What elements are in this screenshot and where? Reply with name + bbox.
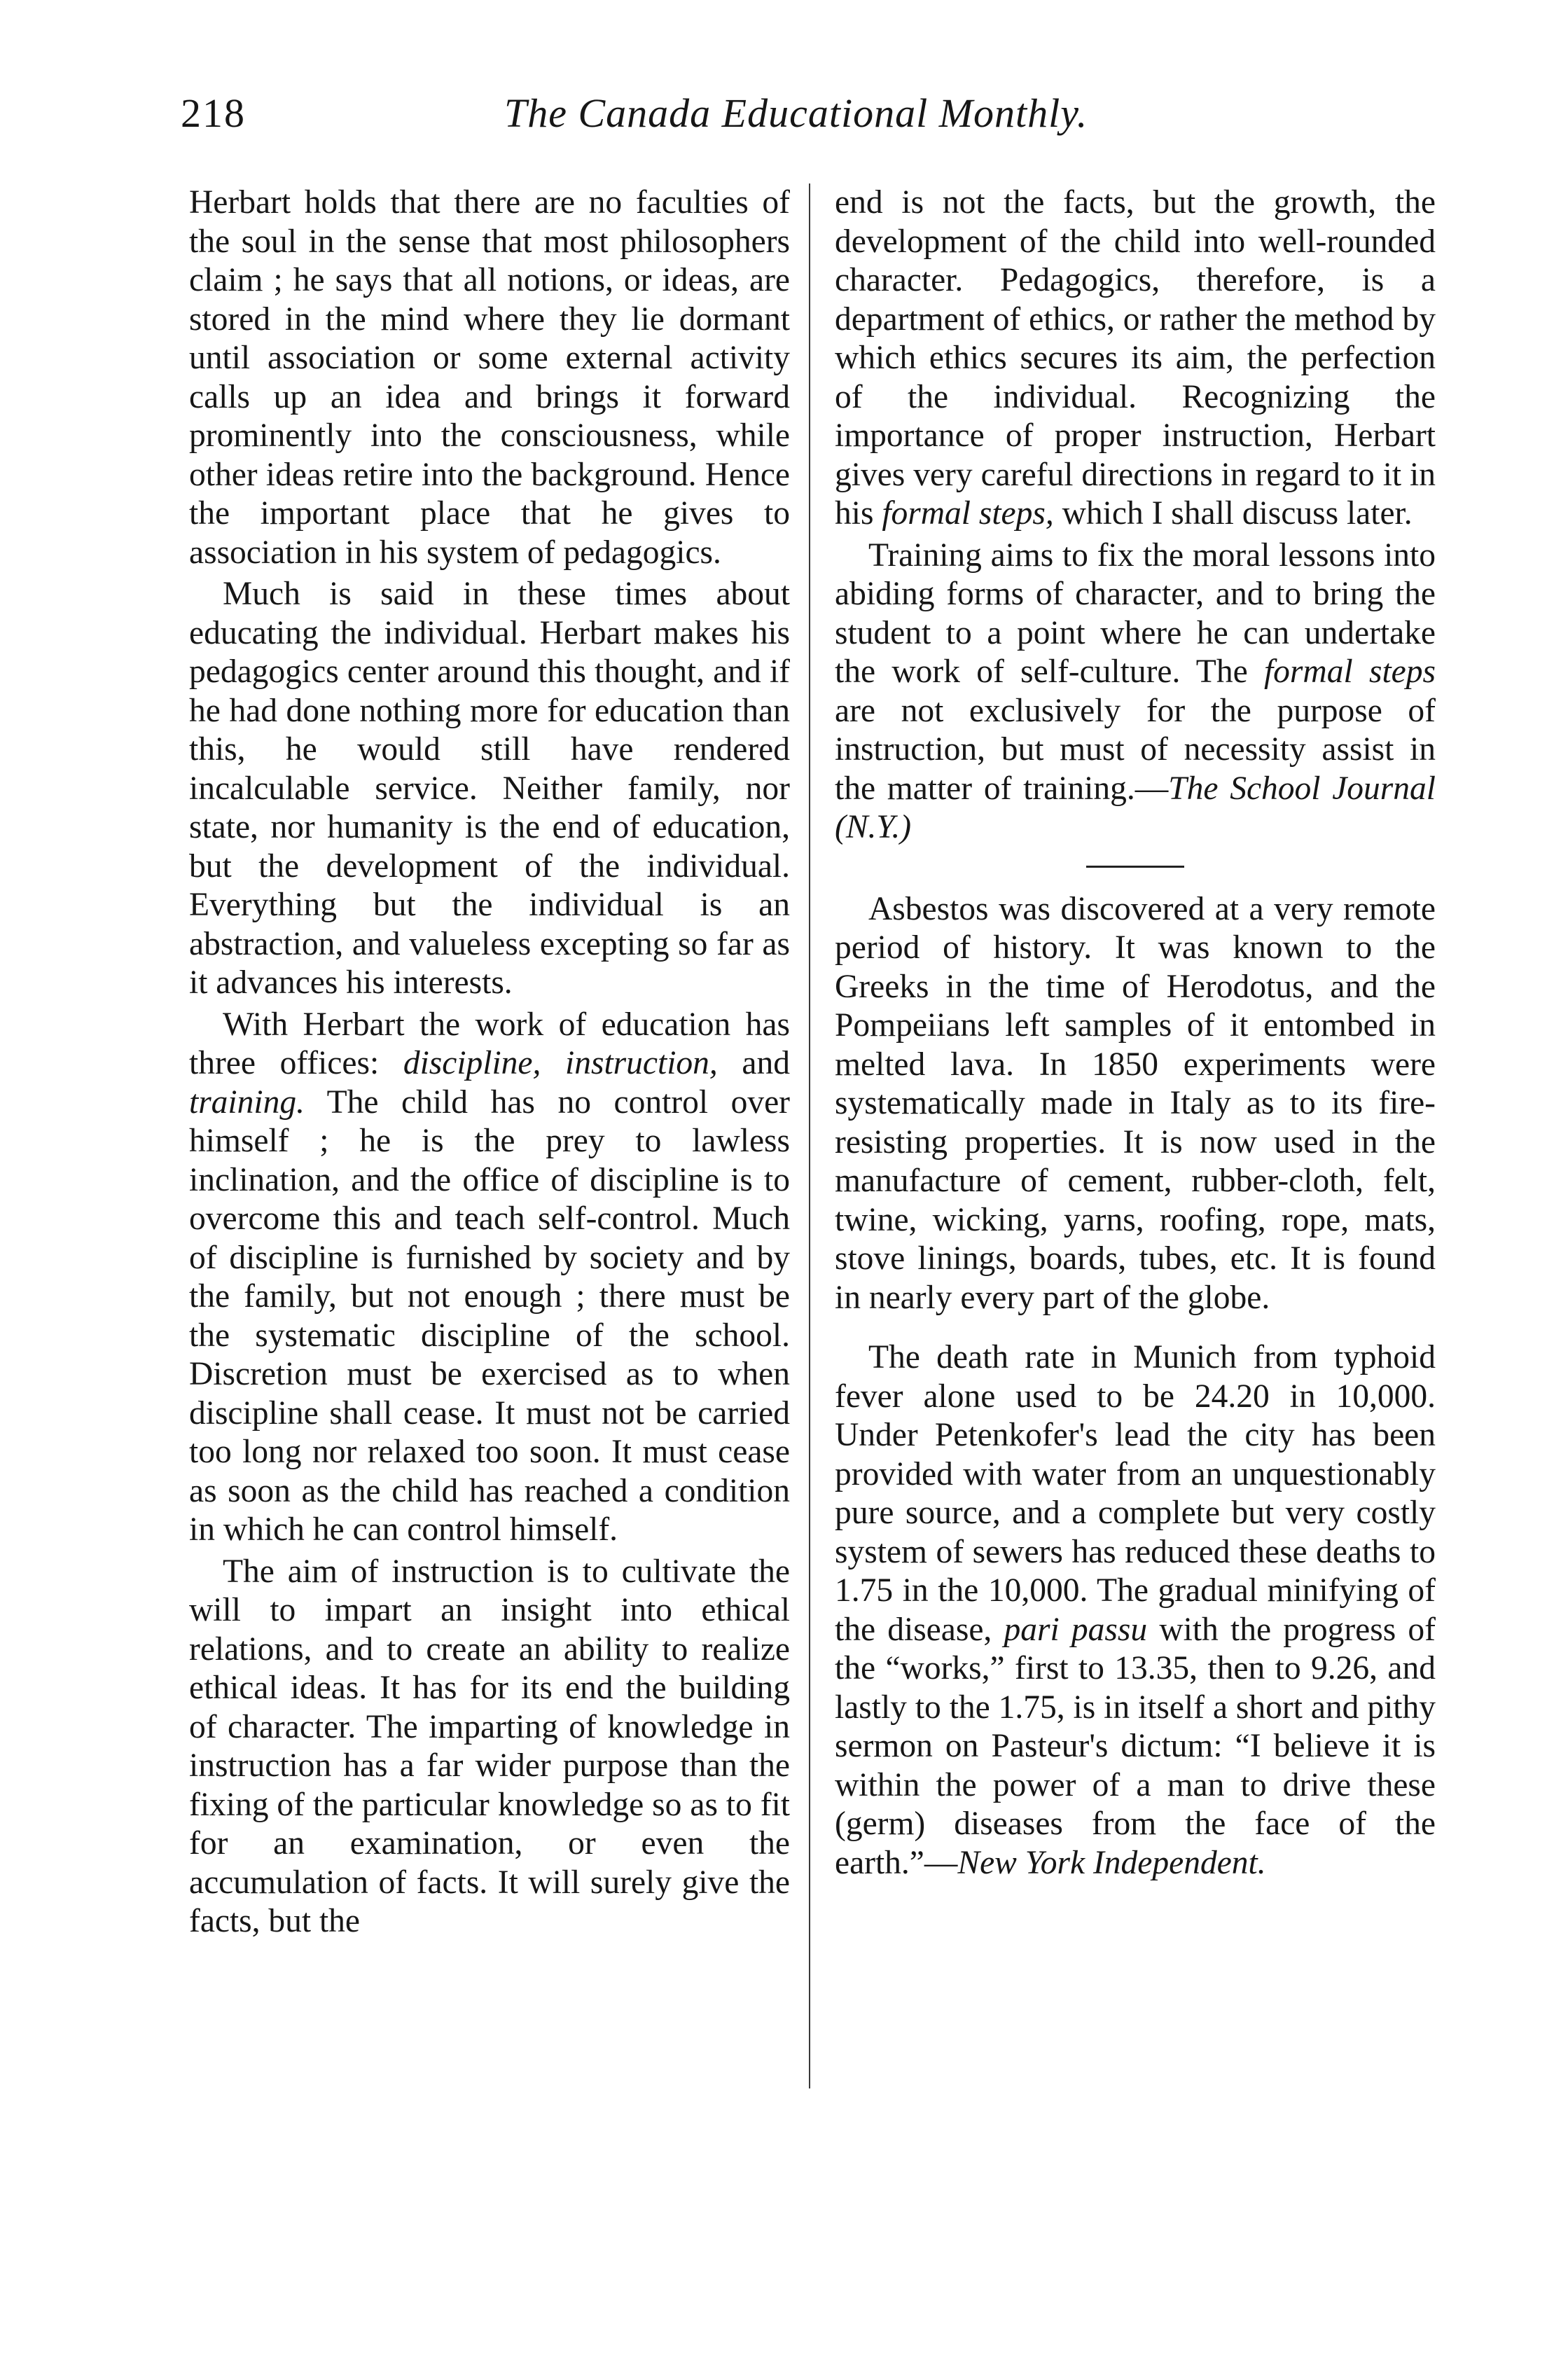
term-instruction: instruction, bbox=[565, 1045, 718, 1081]
running-title: The Canada Educational Monthly. bbox=[504, 90, 1088, 136]
term-formal-steps: formal steps bbox=[1263, 653, 1436, 690]
paragraph-faculties: Herbart holds that there are no faculties of the soul in the sense that most philosophers claim ; he says that all notions, or ideas, are stored in the mind where they lie dormant until association or some external activity calls up an idea and brings it forward prominently into the consciousness, while other ideas retire into the background. Hence the important place that he gives to association in his system of pedagogics. bbox=[189, 184, 790, 571]
paragraph-three-offices bbox=[189, 1006, 790, 1550]
term-pari-passu: pari passu bbox=[1004, 1611, 1148, 1648]
text-run: Training aims to fix the moral lessons into abiding forms of character, and to bring the student to a point where he can undertake the work of self-culture. The bbox=[835, 536, 1436, 690]
paragraph-individual: Much is said in these times about educating the individual. Herbart makes his pedagogics center around this thought, and if he had done nothing more for education than this, he would still have rendered incalculable service. Neither family, nor state, nor humanity is the end of education, but the development of the individual. Everything but the individual is an abstraction, and valueless excepting so far as it advances his interests. bbox=[189, 576, 790, 1001]
text-run: With Herbart the work of education has three offices: bbox=[189, 1006, 790, 1081]
source-attribution: New York Independent. bbox=[957, 1844, 1266, 1881]
paragraph-munich bbox=[835, 1338, 1436, 1883]
text-run: and bbox=[742, 1045, 791, 1081]
paragraph-gap bbox=[835, 1320, 1436, 1338]
text-run: end is not the facts, but the growth, the development of the child into well-rounded character. Pedagogics, therefore, is a department of ethics, or rather the method by which ethics secures its aim, the perfection of the individual. Recognizing the importance of proper instruction, Herbart gives very careful directions in regard to it in his bbox=[835, 184, 1436, 532]
section-separator bbox=[1086, 866, 1184, 868]
paragraph-asbestos: Asbestos was discovered at a very remote period of history. It was known to the Greeks in the time of Herodotus, and the Pompeiians left samples of it entombed in melted lava. In 1850 experiments were systematically made in Italy as to its fire-resisting properties. It is now used in the manufacture of cement, rubber-cloth, felt, twine, wicking, yarns, roofing, rope, mats, stove linings, boards, tubes, etc. It is found in nearly every part of the globe. bbox=[835, 890, 1436, 1316]
paragraph-training bbox=[835, 536, 1436, 847]
term-discipline: discipline, bbox=[403, 1045, 541, 1081]
text-run: The child has no control over himself ; he is the prey to lawless inclination, and the office of discipline is to overcome this and teach self-control. Much of discipline is furnished by society and by the family, but not enough ; there must be the systematic discipline of the school. Discretion must be exercised as to when discipline shall cease. It must not be carried too long nor relaxed too soon. It must cease as soon as the child has reached a condition in which he can control himself. bbox=[189, 1083, 790, 1548]
paragraph-continuation bbox=[835, 183, 1436, 534]
text-run: The death rate in Munich from typhoid fever alone used to be 24.20 in 10,000. Under Petenkofer's lead the city has been provided with water from an unquestionably pure source, and a complete but very costly system of sewers has reduced these deaths to 1.75 in the 10,000. The gradual minifying of the disease, bbox=[835, 1339, 1436, 1648]
text-run: with the progress of the “works,” first to 13.35, then to 9.26, and lastly to the 1.75, is in itself a short and pithy sermon on Pasteur's dictum: “I believe it is within the power of a man to drive these (germ) diseases from the face of the earth.”— bbox=[835, 1611, 1436, 1881]
left-column bbox=[189, 183, 790, 1944]
right-column bbox=[835, 183, 1436, 1885]
column-rule bbox=[809, 183, 810, 2088]
term-training: training. bbox=[189, 1083, 305, 1121]
term-formal-steps: formal steps, bbox=[882, 495, 1054, 532]
text-run: are not exclusively for the purpose of instruction, but must of necessity assist in the matter of training.— bbox=[835, 692, 1436, 807]
paragraph-aim-of-instruction: The aim of instruction is to cultivate the will to impart an insight into ethical relations, and to create an ability to realize ethical ideas. It has for its end the building of character. The imparting of knowledge in instruction has a far wider purpose than the fixing of the particular knowledge so as to fit for an examination, or even the accumulation of facts. It will surely give the facts, but the bbox=[189, 1553, 790, 1939]
page-number: 218 bbox=[181, 90, 246, 136]
text-run: which I shall discuss later. bbox=[1062, 495, 1413, 532]
source-attribution: The School Journal (N.Y.) bbox=[835, 770, 1436, 845]
